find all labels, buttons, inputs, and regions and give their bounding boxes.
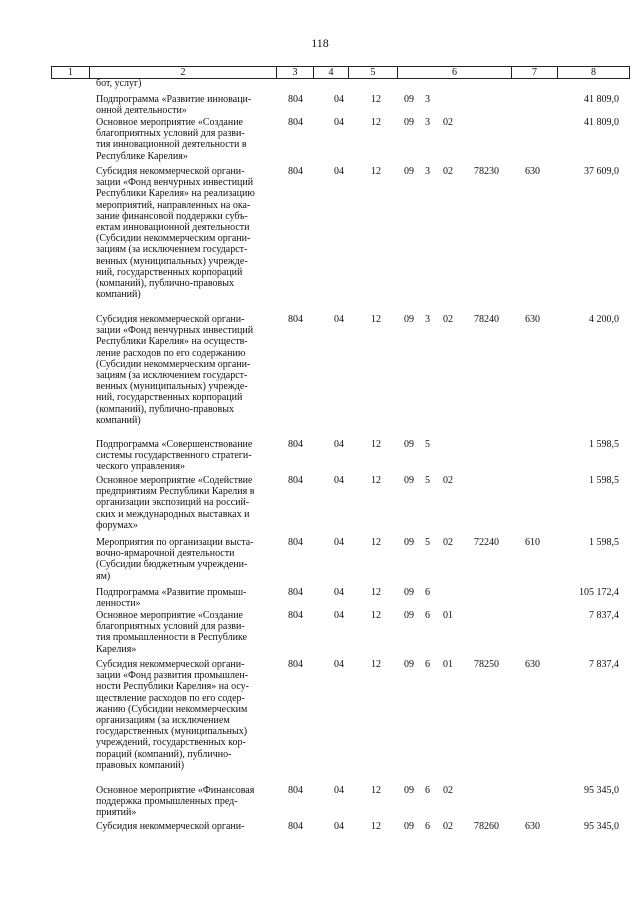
row-cell-c5: 12 [371, 821, 381, 832]
row-cell-c5: 12 [371, 610, 381, 621]
row-cell-c6a: 09 [404, 166, 414, 177]
row-cell-c6b: 5 [425, 439, 430, 450]
row-name: Субсидия некоммерческой органи- зации «Фонд венчурных инвестиций Республики Карелия» на осуществ- ление расходов по его содержанию (Субсидии некоммерческим органи- зациям (за исключением государст- венных (муниципальных) учрежде- ний, государственных корпораций (компаний), публично-правовых компаний) [96, 314, 254, 426]
row-cell-c3: 804 [288, 117, 303, 128]
row-cell-c4: 04 [334, 94, 344, 105]
row-cell-c6c: 02 [443, 475, 453, 486]
row-cell-c8: 105 172,4 [579, 587, 619, 598]
row-cell-c6c: 02 [443, 166, 453, 177]
row-cell-c4: 04 [334, 785, 344, 796]
row-cell-c8: 41 809,0 [584, 117, 619, 128]
row-name: Основное мероприятие «Создание благоприятных условий для разви- тия инновационной деятельности в Республике Карелия» [96, 117, 247, 162]
row-cell-c6a: 09 [404, 475, 414, 486]
header-col-3: 3 [277, 67, 314, 78]
row-cell-c3: 804 [288, 475, 303, 486]
row-cell-c4: 04 [334, 475, 344, 486]
row-cell-c5: 12 [371, 587, 381, 598]
row-cell-c6d: 78250 [474, 659, 499, 670]
row-cell-c4: 04 [334, 117, 344, 128]
row-name: Подпрограмма «Развитие инноваци- онной деятельности» [96, 94, 252, 117]
row-cell-c3: 804 [288, 610, 303, 621]
row-cell-c5: 12 [371, 166, 381, 177]
row-cell-c6a: 09 [404, 117, 414, 128]
row-name: Основное мероприятие «Финансовая поддержка промышленных пред- приятий» [96, 785, 255, 819]
row-cell-c5: 12 [371, 94, 381, 105]
row-name: Мероприятия по организации выста- вочно-ярмарочной деятельности (Субсидии бюджетным учреждени- ям) [96, 537, 254, 582]
row-cell-c6b: 3 [425, 166, 430, 177]
row-cell-c4: 04 [334, 821, 344, 832]
row-cell-c6c: 02 [443, 314, 453, 325]
row-cell-c8: 1 598,5 [589, 475, 619, 486]
row-cell-c6b: 3 [425, 94, 430, 105]
row-cell-c6a: 09 [404, 439, 414, 450]
row-cell-c8: 41 809,0 [584, 94, 619, 105]
row-cell-c4: 04 [334, 659, 344, 670]
row-name: Основное мероприятие «Создание благоприятных условий для разви- тия промышленности в Республике Карелия» [96, 610, 247, 655]
row-cell-c6a: 09 [404, 785, 414, 796]
row-cell-c6c: 01 [443, 659, 453, 670]
row-cell-c4: 04 [334, 439, 344, 450]
row-cell-c7: 630 [525, 314, 540, 325]
row-cell-c6d: 78230 [474, 166, 499, 177]
row-cell-c6b: 6 [425, 587, 430, 598]
row-cell-c6b: 6 [425, 659, 430, 670]
row-cell-c6b: 6 [425, 785, 430, 796]
row-cell-c6d: 78240 [474, 314, 499, 325]
row-cell-c6c: 01 [443, 610, 453, 621]
row-cell-c6a: 09 [404, 587, 414, 598]
row-cell-c3: 804 [288, 587, 303, 598]
header-col-4: 4 [314, 67, 349, 78]
row-cell-c6a: 09 [404, 94, 414, 105]
row-cell-c6c: 02 [443, 821, 453, 832]
row-cell-c3: 804 [288, 439, 303, 450]
row-cell-c8: 95 345,0 [584, 785, 619, 796]
row-cell-c5: 12 [371, 475, 381, 486]
row-cell-c4: 04 [334, 610, 344, 621]
row-cell-c6b: 3 [425, 314, 430, 325]
row-cell-c6a: 09 [404, 314, 414, 325]
row-cell-c6a: 09 [404, 610, 414, 621]
header-col-1: 1 [52, 67, 90, 78]
row-cell-c3: 804 [288, 537, 303, 548]
row-cell-c6c: 02 [443, 785, 453, 796]
row-cell-c8: 1 598,5 [589, 537, 619, 548]
header-col-2: 2 [90, 67, 277, 78]
row-cell-c7: 630 [525, 166, 540, 177]
row-cell-c3: 804 [288, 785, 303, 796]
row-cell-c7: 610 [525, 537, 540, 548]
row-cell-c8: 4 200,0 [589, 314, 619, 325]
row-cell-c5: 12 [371, 117, 381, 128]
row-cell-c6b: 6 [425, 821, 430, 832]
row-cell-c6d: 78260 [474, 821, 499, 832]
header-col-8: 8 [591, 67, 596, 78]
row-cell-c3: 804 [288, 659, 303, 670]
row-name: Основное мероприятие «Содействие предприятиям Республики Карелия в организации экспозиций на россий- ских и международных выставках и форумах» [96, 475, 255, 531]
row-cell-c3: 804 [288, 94, 303, 105]
row-name: Субсидия некоммерческой органи- зации «Фонд развития промышлен- ности Республики Карелия» на осу- ществление расходов по его содер- жанию (Субсидии некоммерческим организациям (за исключением государственных (муниципальных) учреждений, государственных кор- пораций (компаний), публично- правовых компаний) [96, 659, 249, 771]
row-cell-c8: 7 837,4 [589, 659, 619, 670]
row-cell-c6b: 5 [425, 537, 430, 548]
row-name: Подпрограмма «Развитие промыш- ленности» [96, 587, 247, 610]
header-col-5: 5 [349, 67, 398, 78]
row-cell-c7: 630 [525, 821, 540, 832]
row-cell-c6a: 09 [404, 659, 414, 670]
row-cell-c4: 04 [334, 587, 344, 598]
row-name: бот, услуг) [96, 78, 142, 89]
row-cell-c3: 804 [288, 314, 303, 325]
page-number: 118 [311, 36, 329, 50]
row-cell-c5: 12 [371, 439, 381, 450]
row-name: Подпрограмма «Совершенствование системы государственного стратеги- ческого управления» [96, 439, 253, 473]
row-name: Субсидия некоммерческой органи- [96, 821, 245, 832]
row-cell-c3: 804 [288, 821, 303, 832]
row-cell-c4: 04 [334, 537, 344, 548]
row-cell-c8: 1 598,5 [589, 439, 619, 450]
row-cell-c6c: 02 [443, 537, 453, 548]
header-col-6: 6 [398, 67, 512, 78]
row-cell-c8: 37 609,0 [584, 166, 619, 177]
row-cell-c8: 95 345,0 [584, 821, 619, 832]
row-cell-c6a: 09 [404, 821, 414, 832]
row-cell-c6d: 72240 [474, 537, 499, 548]
row-name: Субсидия некоммерческой органи- зации «Фонд венчурных инвестиций Республики Карелия» на реализацию мероприятий, направленных на ока- зание финансовой поддержки субъ- ектам инновационной деятельности (Субсидии некоммерческим органи- зациям (за исключением государст- венных (муниципальных) учрежде- ний, государственных корпораций (компаний), публично-правовых компаний) [96, 166, 255, 301]
row-cell-c5: 12 [371, 659, 381, 670]
row-cell-c6b: 5 [425, 475, 430, 486]
row-cell-c7: 630 [525, 659, 540, 670]
row-cell-c3: 804 [288, 166, 303, 177]
header-col-7: 7 [512, 67, 558, 78]
row-cell-c4: 04 [334, 314, 344, 325]
row-cell-c6c: 02 [443, 117, 453, 128]
row-cell-c5: 12 [371, 314, 381, 325]
row-cell-c5: 12 [371, 785, 381, 796]
row-cell-c6a: 09 [404, 537, 414, 548]
row-cell-c5: 12 [371, 537, 381, 548]
row-cell-c6b: 6 [425, 610, 430, 621]
row-cell-c4: 04 [334, 166, 344, 177]
row-cell-c8: 7 837,4 [589, 610, 619, 621]
row-cell-c6b: 3 [425, 117, 430, 128]
